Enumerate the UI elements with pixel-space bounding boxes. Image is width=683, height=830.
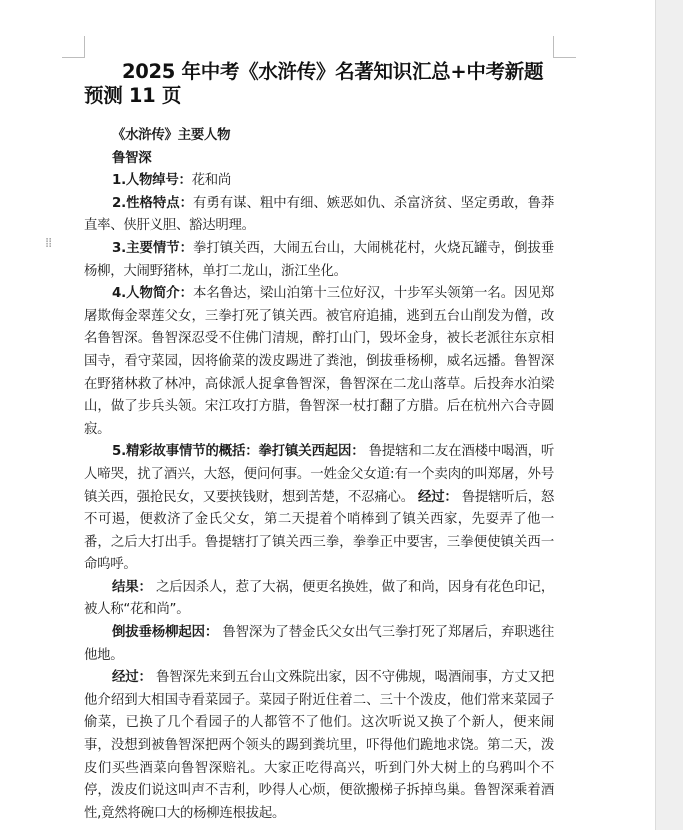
story-label: 5.精彩故事情节的概括：拳打镇关西起因： [112, 444, 365, 460]
item-traits [84, 193, 554, 238]
story-zhendaguanxi [84, 441, 554, 577]
item-label: 2.性格特点： [112, 195, 194, 211]
story2-process [84, 667, 554, 825]
story-result [84, 577, 554, 622]
story2-cause-label: 倒拔垂杨柳起因： [112, 625, 219, 641]
crop-mark-top-left-vertical [84, 36, 85, 58]
story2-process-text: 鲁智深先来到五台山文殊院出家，因不守佛规，喝酒闹事，方丈又把他介绍到大相国寺看菜园子。菜园子附近住着二、三十个泼皮，他们常来菜园子偷菜，已换了几个看园子的人都管不了他们。这次听说又换了个新人，便来闹事，没想到被鲁智深把两个领头的踢到粪坑里，吓得他们跪地求饶。第二天，泼皮们买些酒菜向鲁智深赔礼。大家正吃得高兴，听到门外大树上的乌鸦叫个不停，泼皮们说这叫声不吉利，吵得人心烦，便欲搬梯子拆掉鸟巢。鲁智深乘着酒性,竟然将碗口大的杨柳连根拔起。 [84, 670, 555, 821]
result-label: 结果： [112, 579, 152, 595]
process-label: 经过： [418, 489, 458, 505]
story-result-text: 之后因杀人，惹了大祸，便更名换姓，做了和尚，因身有花色印记，被人称“花和尚”。 [84, 579, 555, 618]
item-text: 拳打镇关西，大闹五台山，大闹桃花村，火烧瓦罐寺，倒拔垂杨柳，大闹野猪林，单打二龙山，浙江坐化。 [84, 240, 554, 279]
item-text: 本名鲁达，梁山泊第十三位好汉，十步军头领第一名。因见郑屠欺侮金翠莲父女，三拳打死了镇关西。被官府追捕，逃到五台山削发为僧，改名鲁智深。鲁智深忍受不住佛门清规，醉打山门，毁坏金身，被长老派往东京相国寺，看守菜园，因将偷菜的泼皮踢进了粪池，倒拔垂杨柳，威名远播。鲁智深在野猪林救了林冲，高俅派人捉拿鲁智深，鲁智深在二龙山落草。后投奔水泊梁山，做了步兵头领。宋江攻打方腊，鲁智深一杖打翻了方腊。后在杭州六合寺圆寂。 [84, 286, 554, 437]
item-profile [84, 283, 554, 441]
story2-cause [84, 622, 554, 667]
story-process: 鲁提辖听后，怒不可遏，便救济了金氏父女，第二天提着个哨棒到了镇关西家，先耍弄了他一番，之后大打出手。鲁提辖打了镇关西三拳，拳拳正中要害，三拳便使镇关西一命呜呼。 [84, 489, 555, 573]
document-title: 2025 年中考《水浒传》名著知识汇总+中考新题预测 11 页 [84, 60, 544, 107]
crop-mark-top-right [554, 57, 576, 58]
paragraph-drag-handle-icon[interactable]: ⁞⁞ [45, 236, 52, 251]
item-label: 1.人物绰号： [112, 173, 192, 189]
scroll-gutter[interactable] [655, 0, 683, 830]
item-label: 4.人物简介： [112, 286, 194, 302]
item-text: 有勇有谋、粗中有细、嫉恶如仇、杀富济贫、坚定勇敢，鲁莽直率、侠肝义胆、豁达明理。 [84, 195, 554, 234]
section-heading: 《水浒传》主要人物 [112, 128, 231, 143]
story2-process-label: 经过： [112, 670, 152, 686]
item-label: 3.主要情节： [112, 240, 194, 256]
character-name: 鲁智深 [112, 150, 152, 166]
item-nickname [84, 170, 554, 193]
crop-mark-top-right-vertical [553, 36, 554, 58]
document-body [84, 125, 554, 825]
crop-mark-top-left [62, 57, 84, 58]
item-text: 花和尚 [191, 173, 232, 189]
story-cause: 鲁提辖和二友在酒楼中喝酒，听人啼哭，扰了酒兴，大怒，便问何事。一姓金父女道:有一个卖肉的叫郑屠，外号镇关西，强抢民女，又要挟钱财，想到苦楚，不忍痛心。 [84, 444, 555, 505]
item-plots [84, 238, 554, 283]
story2-cause-text: 鲁智深为了替金氏父女出气三拳打死了郑屠后，弃职逃往他地。 [84, 625, 555, 663]
